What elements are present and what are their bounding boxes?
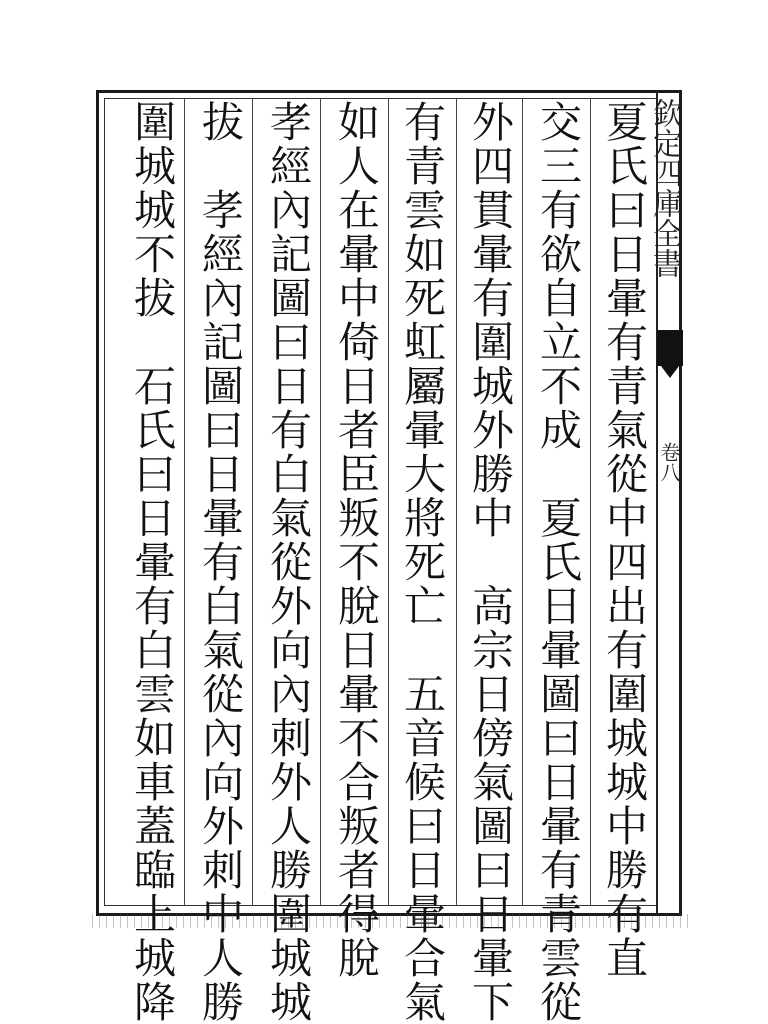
column-rule [522,98,523,906]
text-column-4: 有青雲如死虹屬暈大將死亡 五音候曰日暈合氣 [398,100,447,1024]
text-column-1: 夏氏曰日暈有青氣從中四出有圍城城中勝有直 [600,100,649,980]
column-rule [388,98,389,906]
column-rule [456,98,457,906]
text-column-2: 交三有欲自立不成 夏氏日暈圖曰日暈有青雲從 [534,100,583,1024]
column-rule [184,98,185,906]
column-rule [590,98,591,906]
book-title: 欽定四庫全書 [647,98,682,278]
print-speckle [92,914,688,928]
text-column-7: 拔 孝經內記圖曰日暈有白氣從內向外刺中人勝 [196,100,245,1024]
volume-label: 卷八 [657,442,681,482]
column-rule [320,98,321,906]
text-column-8: 圍城城不拔 石氏曰日暈有白雲如車蓋臨上城降 [128,100,177,1024]
text-column-5: 如人在暈中倚日者臣叛不脫日暈不合叛者得脫 [332,100,381,980]
column-rule [252,98,253,906]
text-column-6: 孝經內記圖曰日有白氣從外向內刺外人勝圍城城 [264,100,313,1024]
fishtail-mark [657,330,683,366]
text-column-3: 外四貫暈有圍城外勝中 高宗日傍氣圖曰日暈下 [466,100,515,1024]
